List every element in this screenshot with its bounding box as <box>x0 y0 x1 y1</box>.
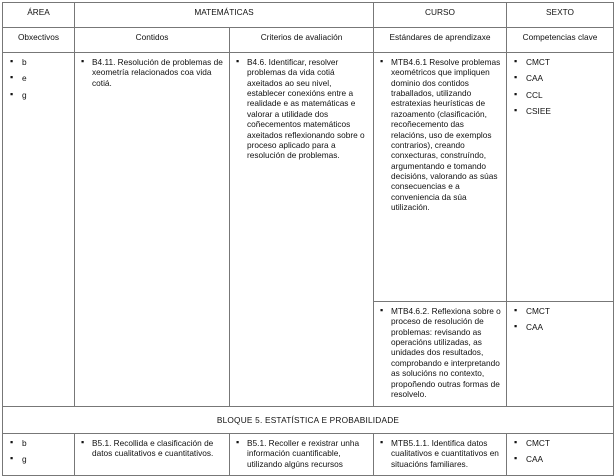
list-item: ▪ CSIEE <box>512 106 608 116</box>
criterion-cell <box>230 434 374 476</box>
block-title-row <box>3 407 614 434</box>
list-item: ▪ CMCT <box>512 438 608 448</box>
list-item: ▪ CAA <box>512 73 608 83</box>
col-criteria: Criterios de avaliación <box>230 28 374 53</box>
course-label: CURSO <box>374 3 507 28</box>
competences-cell <box>507 53 614 302</box>
col-objectives: Obxectivos <box>3 28 75 53</box>
standard-text: ▪ MTB4.6.1 Resolve problemas xeométricos que impliquen dominio dos contidos traballados, utilizando estratexias heurísticas de razoamento (clasificación, recoñecemento das relacións, uso de exemplos contrarios), creando conxecturas, construíndo, argumentando e tomando decisións, valorando as súas consecuencias e a conveniencia da súa utilización. <box>379 57 501 212</box>
list-item: ▪ e <box>8 73 69 83</box>
competences-cell <box>507 302 614 407</box>
competences-cell <box>507 434 614 476</box>
course-value: SEXTO <box>507 3 614 28</box>
list-item: ▪ CMCT <box>512 57 608 67</box>
criterion-text: ▪ B4.6. Identificar, resolver problemas da vida cotiá axeitados ao seu nivel, establecer conexións entre a realidade e as matemáticas e valorar a utilidade dos coñecementos matemáticos axeitados reflexionando sobre o proceso aplicado para a resolución de problemas. <box>235 57 368 161</box>
col-contents: Contidos <box>75 28 230 53</box>
criterion-cell <box>230 53 374 407</box>
objectives-cell <box>3 434 75 476</box>
subject-header: MATEMÁTICAS <box>75 3 374 28</box>
content-text: ▪ B5.1. Recollida e clasificación de datos cualitativos e cuantitativos. <box>80 438 224 459</box>
content-text: ▪ B4.11. Resolución de problemas de xeometría relacionados coa vida cotiá. <box>80 57 224 88</box>
list-item: ▪ CCL <box>512 90 608 100</box>
criterion-text: ▪ B5.1. Recoller e rexistrar unha información cuantificable, utilizando algúns recursos <box>235 438 368 469</box>
table-row <box>3 434 614 476</box>
content-cell <box>75 434 230 476</box>
curriculum-table <box>2 2 614 476</box>
col-competences: Competencias clave <box>507 28 614 53</box>
standard-text: ▪ MTB5.1.1. Identifica datos cualitativos e cuantitativos en situacións familiares. <box>379 438 501 469</box>
list-item: ▪ CAA <box>512 322 608 332</box>
area-header: ÁREA <box>3 3 75 28</box>
standard-cell <box>374 53 507 302</box>
objectives-cell <box>3 53 75 407</box>
block-title: BLOQUE 5. ESTATÍSTICA E PROBABILIDADE <box>3 407 614 434</box>
list-item: ▪ b <box>8 57 69 67</box>
list-item: ▪ b <box>8 438 69 448</box>
list-item: ▪ CAA <box>512 454 608 464</box>
header-row-top <box>3 3 614 28</box>
standard-cell <box>374 302 507 407</box>
col-standards: Estándares de aprendizaxe <box>374 28 507 53</box>
list-item: ▪ CMCT <box>512 306 608 316</box>
table-row <box>3 53 614 302</box>
list-item: ▪ g <box>8 90 69 100</box>
content-cell <box>75 53 230 407</box>
list-item: ▪ g <box>8 454 69 464</box>
header-row-columns <box>3 28 614 53</box>
standard-cell <box>374 434 507 476</box>
standard-text: ▪ MTB4.6.2. Reflexiona sobre o proceso de resolución de problemas: revisando as operacións utilizadas, as unidades dos resultados, comprobando e interpretando as solucións no contexto, propoñendo outras formas de resolvelo. <box>379 306 501 399</box>
